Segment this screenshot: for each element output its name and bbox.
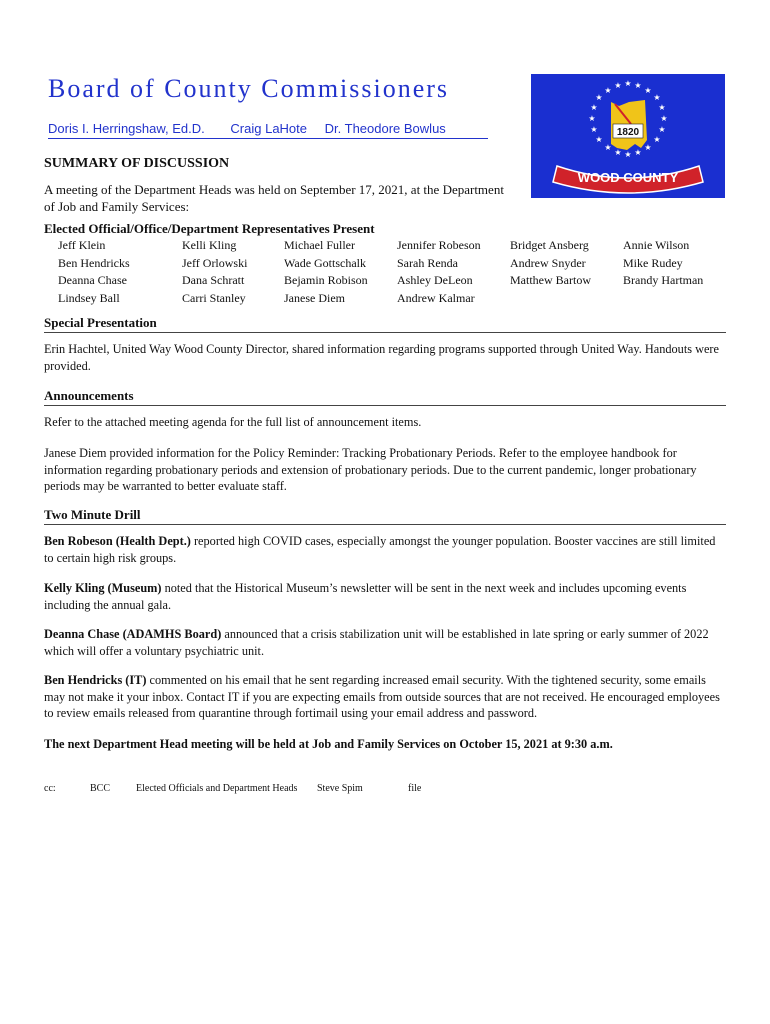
svg-text:★: ★ [590,103,598,112]
svg-text:★: ★ [658,125,666,134]
representative-name: Andrew Kalmar [397,291,475,306]
svg-text:★: ★ [595,135,603,144]
svg-text:★: ★ [604,143,612,152]
representative-name: Dana Schratt [182,273,245,288]
drill-item-text: noted that the Historical Museum’s newsletter will be sent in the next week and includes upcoming events including the annual gala. [44,581,687,612]
svg-text:★: ★ [634,81,642,90]
next-meeting-notice: The next Department Head meeting will be held at Job and Family Services on October 15, 2021 at 9:30 a.m. [44,737,613,751]
cc-recipient: Elected Officials and Department Heads [136,783,298,794]
representative-name: Jeff Orlowski [182,255,248,270]
svg-text:★: ★ [658,103,666,112]
intro-paragraph: A meeting of the Department Heads was held on September 17, 2021, at the Department of Job and Family Services: [44,182,504,214]
drill-item [44,580,728,613]
representative-name: Sarah Renda [397,255,458,270]
drill-item-name: Kelly Kling (Museum) [44,581,162,595]
cc-label: cc: [44,783,56,794]
svg-text:★: ★ [660,114,668,123]
drill-item-text: reported high COVID cases, especially amongst the younger population. Booster vaccines are still limited to certain high risk groups. [44,534,716,565]
svg-text:★: ★ [634,148,642,157]
representatives-column [182,237,247,308]
announcements-paragraph: Refer to the attached meeting agenda for the full list of announcement items. [44,415,422,429]
representative-name: Annie Wilson [623,238,690,252]
flag-banner-text: WOOD COUNTY [577,170,679,185]
svg-text:★: ★ [604,86,612,95]
cc-recipient: file [408,783,422,794]
representative-name: Bridget Ansberg [510,238,589,252]
special-presentation-heading: Special Presentation [44,315,726,333]
representative-name: Bejamin Robison [284,273,368,288]
drill-item [44,626,728,659]
representative-name: Ashley DeLeon [397,273,473,288]
representative-name: Ben Hendricks [58,255,130,270]
drill-item [44,533,728,566]
drill-item-name: Deanna Chase (ADAMHS Board) [44,627,222,641]
two-minute-drill-heading: Two Minute Drill [44,507,726,525]
representative-name: Jeff Klein [58,238,106,252]
svg-text:★: ★ [614,81,622,90]
representative-name: Wade Gottschalk [284,255,367,270]
representatives-column [284,237,368,308]
svg-text:★: ★ [588,114,596,123]
page-title: Board of County Commissioners [48,74,450,103]
drill-item-text: commented on his email that he sent regarding increased email security. With the tightened security, some emails may not make it your inbox. Contact IT if you are expecting emails from outside sources that are not received. He encouraged employees to review emails released from quarantine through fortimail using your email address and password. [44,673,720,720]
representative-name: Andrew Snyder [510,255,586,270]
svg-text:★: ★ [644,143,652,152]
representative-name: Carri Stanley [182,291,246,306]
svg-text:★: ★ [595,93,603,102]
commissioners-line [48,121,488,139]
representatives-column [510,237,591,290]
representative-name: Michael Fuller [284,238,355,252]
svg-text:★: ★ [653,135,661,144]
svg-text:★: ★ [614,148,622,157]
announcements-heading: Announcements [44,388,726,406]
representatives-column [623,237,703,290]
commissioner-name: Doris I. Herringshaw, Ed.D. [48,121,205,136]
cc-recipient: BCC [90,783,111,794]
drill-item [44,672,728,722]
announcements-paragraph: Janese Diem provided information for the Policy Reminder: Tracking Probationary Periods. Refer to the employee handbook for information regarding probationary periods and extension of probationary periods. Due to the current pandemic, longer probationary periods may be warranted to better evaluate staff. [44,446,697,493]
representatives-column [58,237,130,308]
representative-name: Kelli Kling [182,238,237,252]
representative-name: Janese Diem [284,291,345,306]
flag-year: 1820 [616,127,640,138]
drill-item-text: announced that a crisis stabilization unit will be established in late spring or early summer of 2022 which will offer a voluntary psychiatric unit. [44,627,709,658]
svg-text:★: ★ [653,93,661,102]
representative-name: Jennifer Robeson [397,238,481,252]
svg-text:★: ★ [644,86,652,95]
svg-text:★: ★ [624,150,632,159]
representatives-heading: Elected Official/Office/Department Representatives Present [44,221,375,236]
representative-name: Lindsey Ball [58,291,120,306]
special-presentation-text: Erin Hachtel, United Way Wood County Director, shared information regarding programs supported through United Way. Handouts were provided. [44,342,719,373]
commissioner-name: Craig LaHote [230,121,308,136]
summary-heading: SUMMARY OF DISCUSSION [44,156,230,171]
wood-county-flag-logo [531,74,725,198]
svg-text:★: ★ [624,79,632,88]
commissioner-name: Dr. Theodore Bowlus [324,121,446,136]
svg-text:★: ★ [590,125,598,134]
representative-name: Deanna Chase [58,273,127,288]
representative-name: Brandy Hartman [623,273,704,288]
drill-item-name: Ben Hendricks (IT) [44,673,147,687]
representative-name: Matthew Bartow [510,273,591,288]
representative-name: Mike Rudey [623,255,683,270]
representatives-column [397,237,481,308]
drill-item-name: Ben Robeson (Health Dept.) [44,534,191,548]
cc-recipient: Steve Spim [317,783,363,794]
